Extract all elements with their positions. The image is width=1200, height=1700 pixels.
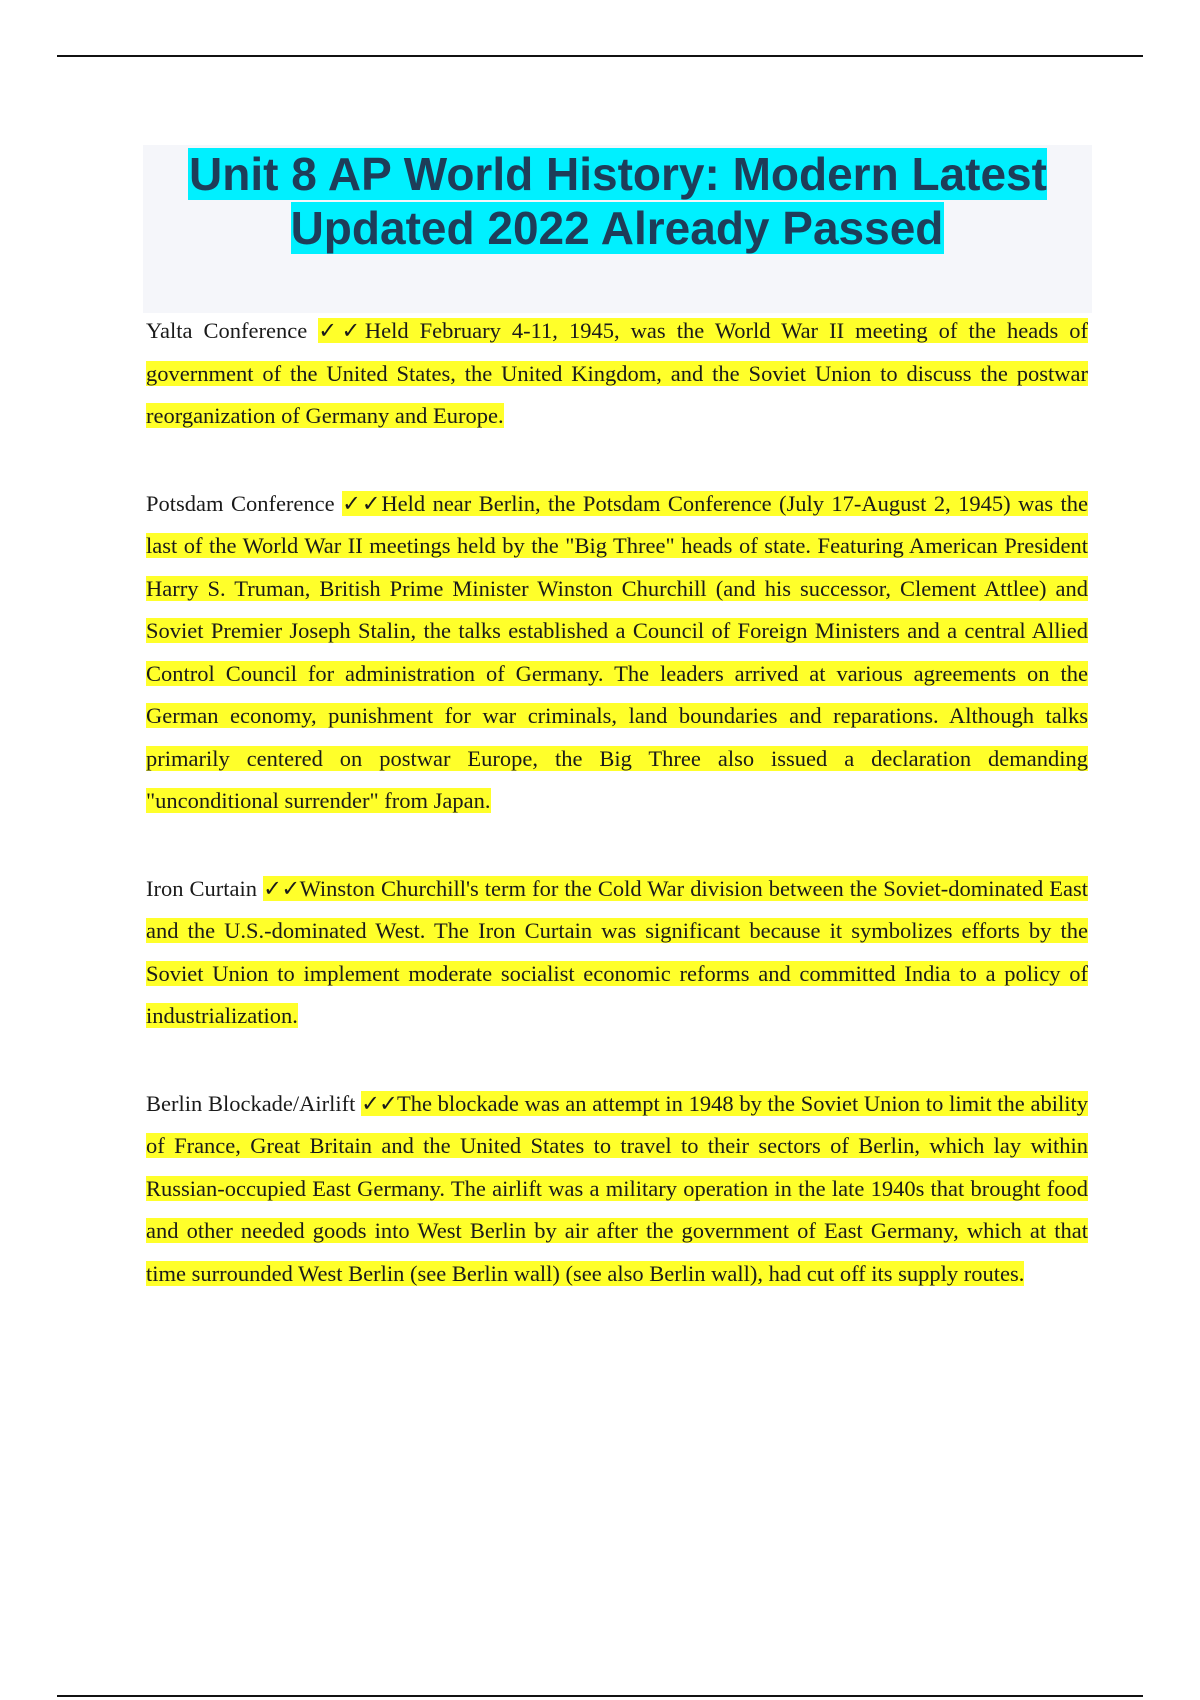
glossary-entry [146,868,1088,1038]
entry-term: Potsdam Conference [146,490,335,516]
entry-definition [146,491,1088,814]
entry-definition-text: Held February 4-11, 1945, was the World War II meeting of the heads of government of the United States, the United Kingdom, and the Soviet Union to discuss the postwar reorganization of Germany and Europe. [146,318,1089,428]
entry-definition [146,876,1088,1029]
bottom-rule [57,1695,1143,1697]
double-check-icon: ✓✓ [263,875,300,901]
entry-term: Berlin Blockade/Airlift [146,1090,356,1116]
double-check-icon: ✓✓ [361,1090,397,1116]
glossary-entry [146,483,1088,823]
document-title [143,145,1092,255]
entry-definition-text: The blockade was an attempt in 1948 by the Soviet Union to limit the ability of France, Great Britain and the United States to travel to their sectors of Berlin, which lay within Russian-occupied East Germany. The airlift was a military operation in the late 1940s that brought food and other needed goods into West Berlin by air after the government of East Germany, which at that time surrounded West Berlin (see Berlin wall) (see also Berlin wall), had cut off its supply routes. [146,1090,1088,1286]
entry-definition-text: Winston Churchill's term for the Cold War division between the Soviet-dominated East and the U.S.-dominated West. The Iron Curtain was significant because it symbolizes efforts by the Soviet Union to implement moderate socialist economic reforms and committed India to a policy of industrialization. [146,875,1088,1028]
entry-definition [146,1091,1088,1286]
glossary-entry [146,310,1088,438]
entry-term: Iron Curtain [146,875,258,901]
top-rule [57,55,1143,57]
entry-term: Yalta Conference [146,318,308,343]
document-title-text: Unit 8 AP World History: Modern Latest Updated 2022 Already Passed [189,148,1047,254]
glossary-entry [146,1083,1088,1296]
title-banner [143,145,1092,313]
entry-definition-text: Held near Berlin, the Potsdam Conference (July 17-August 2, 1945) was the last of the World War II meetings held by the "Big Three" heads of state. Featuring American President Harry S. Truman, British Prime Minister Winston Churchill (and his successor, Clement Attlee) and Soviet Premier Joseph Stalin, the talks established a Council of Foreign Ministers and a central Allied Control Council for administration of Germany. The leaders arrived at various agreements on the German economy, punishment for war criminals, land boundaries and reparations. Although talks primarily centered on postwar Europe, the Big Three also issued a declaration demanding "unconditional surrender" from Japan. [146,490,1088,813]
double-check-icon: ✓✓ [342,490,382,516]
double-check-icon: ✓✓ [318,318,365,343]
glossary-entries [146,310,1088,1295]
